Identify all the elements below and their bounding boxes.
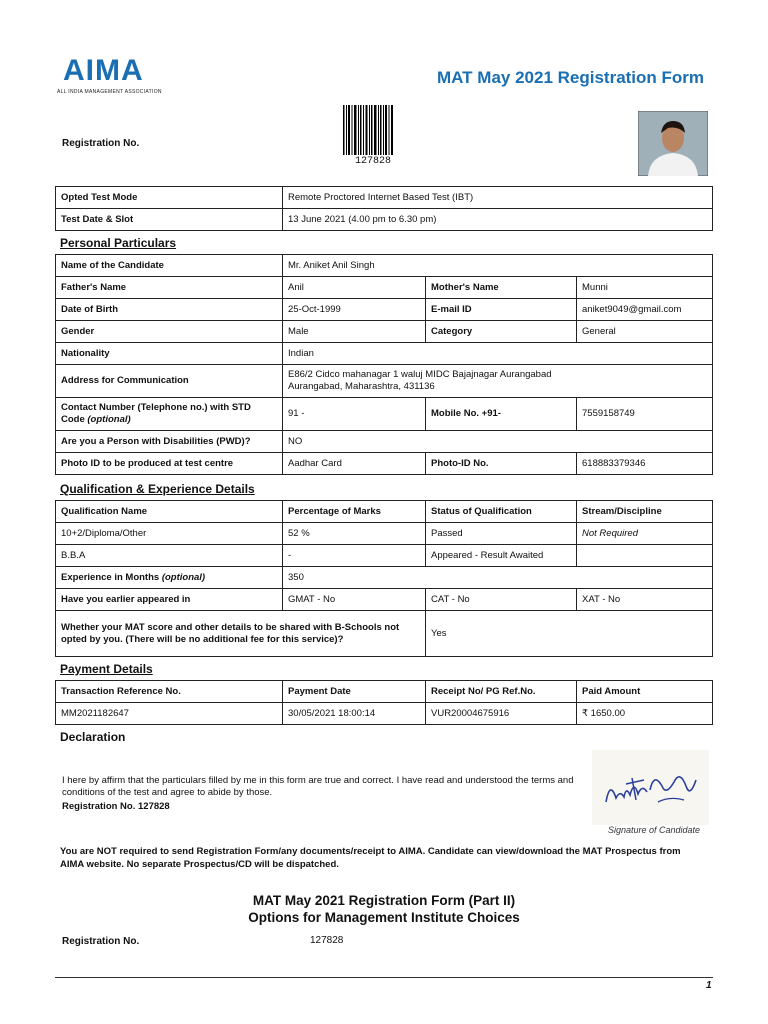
part2-registration-value: 127828 (310, 935, 344, 946)
qual-row2-status: Appeared - Result Awaited (426, 545, 577, 567)
payment-col-amount: Paid Amount (577, 681, 713, 703)
logo-subtitle: ALL INDIA MANAGEMENT ASSOCIATION (57, 89, 162, 95)
qual-pct-header: Percentage of Marks (283, 501, 426, 523)
test-date-slot-value: 13 June 2021 (4.00 pm to 6.30 pm) (283, 209, 713, 231)
payment-col-txn: Transaction Reference No. (56, 681, 283, 703)
experience-value: 350 (283, 567, 713, 589)
signature-caption: Signature of Candidate (608, 825, 701, 835)
nationality-label: Nationality (56, 343, 283, 365)
address-value (283, 365, 713, 398)
qual-name-header: Qualification Name (56, 501, 283, 523)
declaration-text: I here by affirm that the particulars filled by me in this form are true and correct. I have read and understood the terms and conditions of the test and agree to abide by those. (62, 775, 574, 798)
experience-optional-note: (optional) (161, 571, 206, 583)
candidate-name-label: Name of the Candidate (56, 255, 283, 277)
qualification-table (55, 500, 713, 657)
payment-heading: Payment Details (60, 662, 153, 676)
photo-id-no-label: Photo-ID No. (426, 453, 577, 475)
qual-row1-name: 10+2/Diploma/Other (56, 523, 283, 545)
barcode-number: 127828 (355, 156, 392, 167)
declaration-registration: Registration No. 127828 (62, 801, 170, 812)
address-line-2: Aurangabad, Maharashtra, 431136 (288, 381, 435, 392)
page-number: 1 (706, 980, 712, 991)
aima-logo (57, 54, 175, 100)
pwd-label: Are you a Person with Disabilities (PWD)? (56, 431, 283, 453)
test-mode-table (55, 186, 713, 231)
part2-registration-label: Registration No. (62, 936, 140, 947)
qual-status-header: Status of Qualification (426, 501, 577, 523)
payment-amount-value: ₹ 1650.00 (577, 703, 713, 725)
qual-row1-stream: Not Required (577, 523, 713, 545)
qualification-heading: Qualification & Experience Details (60, 482, 255, 496)
nationality-value: Indian (283, 343, 713, 365)
signature-image (592, 750, 709, 825)
qual-row2-name: B.B.A (56, 545, 283, 567)
payment-table (55, 680, 713, 725)
part2-title: MAT May 2021 Registration Form (Part II) (252, 893, 516, 908)
form-title: MAT May 2021 Registration Form (437, 68, 705, 87)
father-name-label: Father's Name (56, 277, 283, 299)
opted-test-mode-value: Remote Proctored Internet Based Test (IBT) (283, 187, 713, 209)
photo-id-no-value: 618883379346 (577, 453, 713, 475)
opted-test-mode-label: Opted Test Mode (56, 187, 283, 209)
personal-particulars-heading: Personal Particulars (60, 236, 177, 250)
qual-row2-stream (577, 545, 713, 567)
email-value: aniket9049@gmail.com (577, 299, 713, 321)
declaration-heading: Declaration (60, 730, 126, 744)
experience-label (56, 567, 283, 589)
contact-optional-note: (optional) (87, 414, 131, 425)
gender-value: Male (283, 321, 426, 343)
bottom-divider (55, 977, 713, 978)
category-label: Category (426, 321, 577, 343)
mother-name-value: Munni (577, 277, 713, 299)
personal-particulars-table (55, 254, 713, 475)
share-details-value: Yes (426, 611, 713, 657)
dob-value: 25-Oct-1999 (283, 299, 426, 321)
address-line-1: E86/2 Cidco mahanagar 1 waluj MIDC Bajajnagar Aurangabad (288, 369, 552, 380)
qual-row1-status: Passed (426, 523, 577, 545)
cat-value: CAT - No (426, 589, 577, 611)
xat-value: XAT - No (577, 589, 713, 611)
payment-receipt-value: VUR20004675916 (426, 703, 577, 725)
address-label: Address for Communication (56, 365, 283, 398)
photo-id-label: Photo ID to be produced at test centre (56, 453, 283, 475)
payment-txn-value: MM2021182647 (56, 703, 283, 725)
mobile-label: Mobile No. +91- (426, 398, 577, 431)
contact-number-value: 91 - (283, 398, 426, 431)
payment-date-value: 30/05/2021 18:00:14 (283, 703, 426, 725)
payment-col-receipt: Receipt No/ PG Ref.No. (426, 681, 577, 703)
dob-label: Date of Birth (56, 299, 283, 321)
candidate-name-value: Mr. Aniket Anil Singh (283, 255, 713, 277)
logo-text: AIMA (63, 54, 144, 87)
mobile-value: 7559158749 (577, 398, 713, 431)
contact-number-label-text: Contact Number (Telephone no.) with STD Code (61, 402, 251, 425)
qual-stream-header: Stream/Discipline (577, 501, 713, 523)
test-date-slot-label: Test Date & Slot (56, 209, 283, 231)
barcode-icon (343, 105, 393, 155)
email-label: E-mail ID (426, 299, 577, 321)
contact-number-label (56, 398, 283, 431)
payment-col-date: Payment Date (283, 681, 426, 703)
experience-label-text: Experience in Months (61, 571, 160, 583)
qual-row2-pct: - (283, 545, 426, 567)
gender-label: Gender (56, 321, 283, 343)
notice-text: You are NOT required to send Registration Form/any documents/receipt to AIMA. Candidate can view/download the MAT Prospectus from AIMA website. No separate Prospectus/CD will be dispatched. (60, 846, 681, 870)
mother-name-label: Mother's Name (426, 277, 577, 299)
part2-subtitle: Options for Management Institute Choices (248, 910, 520, 925)
share-details-label: Whether your MAT score and other details to be shared with B-Schools not opted by you. (There will be no additional fee for this service)? (56, 611, 426, 657)
registration-label: Registration No. (62, 138, 140, 149)
photo-id-value: Aadhar Card (283, 453, 426, 475)
earlier-appeared-label: Have you earlier appeared in (56, 589, 283, 611)
category-value: General (577, 321, 713, 343)
candidate-photo (638, 111, 708, 176)
father-name-value: Anil (283, 277, 426, 299)
pwd-value: NO (283, 431, 713, 453)
gmat-value: GMAT - No (283, 589, 426, 611)
qual-row1-pct: 52 % (283, 523, 426, 545)
